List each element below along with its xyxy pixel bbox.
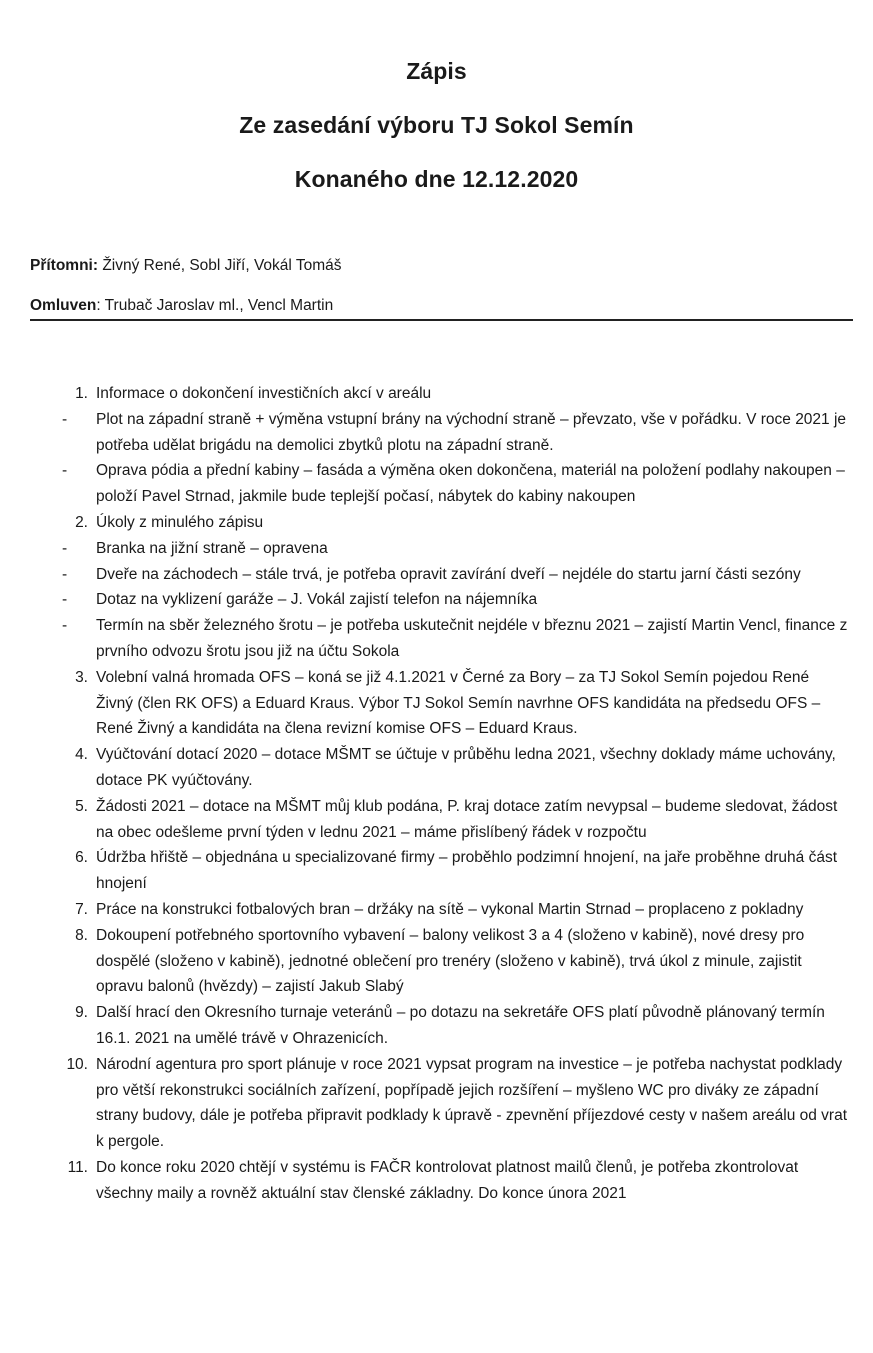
item-number: 4. — [75, 746, 88, 764]
agenda-item — [0, 562, 850, 588]
absent-line — [30, 297, 333, 315]
agenda-item — [0, 613, 850, 665]
agenda-item — [0, 536, 850, 562]
divider — [30, 319, 853, 321]
item-text: Do konce roku 2020 chtějí v systému is FAČR kontrolovat platnost mailů členů, je potřeba zkontrolovat všechny maily a rovněž aktuální stav členské základny. Do konce února 2021 — [96, 1158, 799, 1202]
agenda-item — [0, 923, 850, 1000]
agenda-item — [0, 897, 850, 923]
agenda-item — [0, 1155, 850, 1207]
item-text: Plot na západní straně + výměna vstupní brány na východní straně – převzato, vše v pořádku. V roce 2021 je potřeba udělat brigádu na demolici zbytků plotu na západní straně. — [96, 410, 847, 454]
item-text: Žádosti 2021 – dotace na MŠMT můj klub podána, P. kraj dotace zatím nevypsal – budeme sledovat, žádost na obec odešleme první týden v lednu 2021 – máme přislíbený řádek v rozpočtu — [96, 797, 838, 841]
item-text: Národní agentura pro sport plánuje v roce 2021 vypsat program na investice – je potřeba nachystat podklady pro větší rekonstrukci sociálních zařízení, popřípadě jejich rozšíření – myšleno WC pro diváky ze západní strany budovy, dále je potřeba připravit podklady k úpravě - zpevnění příjezdové cesty v našem areálu od vrat k pergole. — [96, 1055, 848, 1151]
agenda-item — [0, 1000, 850, 1052]
agenda-item — [0, 458, 850, 510]
present-label: Přítomni: — [30, 257, 99, 274]
bullet-dash: - — [62, 617, 68, 635]
item-text: Volební valná hromada OFS – koná se již 4.1.2021 v Černé za Bory – za TJ Sokol Semín pojedou René Živný (člen RK OFS) a Eduard Kraus. Výbor TJ Sokol Semín navrhne OFS kandidáta na předsedu OFS – René Živný a kandidáta na člena revizní komise OFS – Eduard Kraus. — [96, 668, 821, 738]
meeting-date: Konaného dne 12.12.2020 — [294, 166, 579, 192]
absent-label: Omluven — [30, 297, 97, 314]
item-text: Údržba hřiště – objednána u specializované firmy – proběhlo podzimní hnojení, na jaře proběhne druhá část hnojení — [96, 849, 838, 893]
item-text: Termín na sběr železného šrotu – je potřeba uskutečnit nejdéle v březnu 2021 – zajistí Martin Vencl, finance z prvního odvozu šrotu jsou již na účtu Sokola — [96, 617, 848, 660]
item-text: Dveře na záchodech – stále trvá, je potřeba opravit zavírání dveří – nejdéle do startu jarní části sezóny — [96, 565, 801, 583]
agenda-item — [0, 407, 850, 459]
item-text: Informace o dokončení investičních akcí v areálu — [96, 385, 432, 402]
item-text: Další hrací den Okresního turnaje veteránů – po dotazu na sekretáře OFS platí původně plánovaný termín 16.1. 2021 na umělé trávě v Ohrazenicích. — [96, 1004, 825, 1047]
item-text: Oprava pódia a přední kabiny – fasáda a výměna oken dokončena, materiál na položení podlahy nakoupen – položí Pavel Strnad, jakmile bude teplejší počasí, nábytek do kabiny nakoupen — [96, 462, 845, 506]
bullet-dash: - — [62, 410, 68, 428]
agenda-item — [0, 665, 850, 742]
agenda-item — [0, 587, 850, 613]
bullet-dash: - — [62, 462, 68, 480]
document-title: Zápis — [406, 58, 467, 84]
item-number: 7. — [75, 900, 88, 918]
absent-names: : Trubač Jaroslav ml., Vencl Martin — [96, 297, 334, 314]
item-number: 10. — [66, 1055, 88, 1073]
item-number: 9. — [75, 1004, 88, 1022]
item-number: 1. — [75, 385, 88, 402]
agenda-item — [0, 1052, 850, 1155]
item-text: Úkoly z minulého zápisu — [96, 513, 264, 531]
agenda-list — [0, 381, 873, 1207]
item-number: 2. — [75, 513, 88, 531]
item-number: 5. — [75, 797, 88, 815]
document-subtitle: Ze zasedání výboru TJ Sokol Semín — [239, 112, 634, 138]
present-line — [30, 257, 342, 275]
item-number: 11. — [67, 1158, 88, 1176]
agenda-item — [0, 845, 850, 897]
bullet-dash: - — [62, 539, 68, 557]
item-number: 8. — [75, 926, 88, 944]
agenda-item — [0, 381, 850, 407]
item-text: Branka na jižní straně – opravena — [96, 539, 328, 557]
agenda-item — [0, 742, 850, 794]
item-number: 6. — [75, 849, 88, 867]
item-text: Práce na konstrukci fotbalových bran – držáky na sítě – vykonal Martin Strnad – proplaceno z pokladny — [96, 900, 804, 918]
item-text: Dokoupení potřebného sportovního vybavení – balony velikost 3 a 4 (složeno v kabině), nové dresy pro dospělé (složeno v kabině), jednotné oblečení pro trenéry (složeno v kabině), trvá úkol z minule, zajistit opravu balonů (hvězdy) – zajistí Jakub Slabý — [96, 926, 805, 996]
agenda-item — [0, 510, 850, 536]
item-text: Vyúčtování dotací 2020 – dotace MŠMT se účtuje v průběhu ledna 2021, všechny doklady máme uchovány, dotace PK vyúčtovány. — [96, 746, 836, 789]
agenda-item — [0, 794, 850, 846]
present-names: Živný René, Sobl Jiří, Vokál Tomáš — [98, 257, 342, 274]
bullet-dash: - — [62, 591, 68, 609]
item-number: 3. — [75, 668, 88, 686]
item-text: Dotaz na vyklizení garáže – J. Vokál zajistí telefon na nájemníka — [96, 591, 538, 609]
bullet-dash: - — [62, 565, 68, 583]
